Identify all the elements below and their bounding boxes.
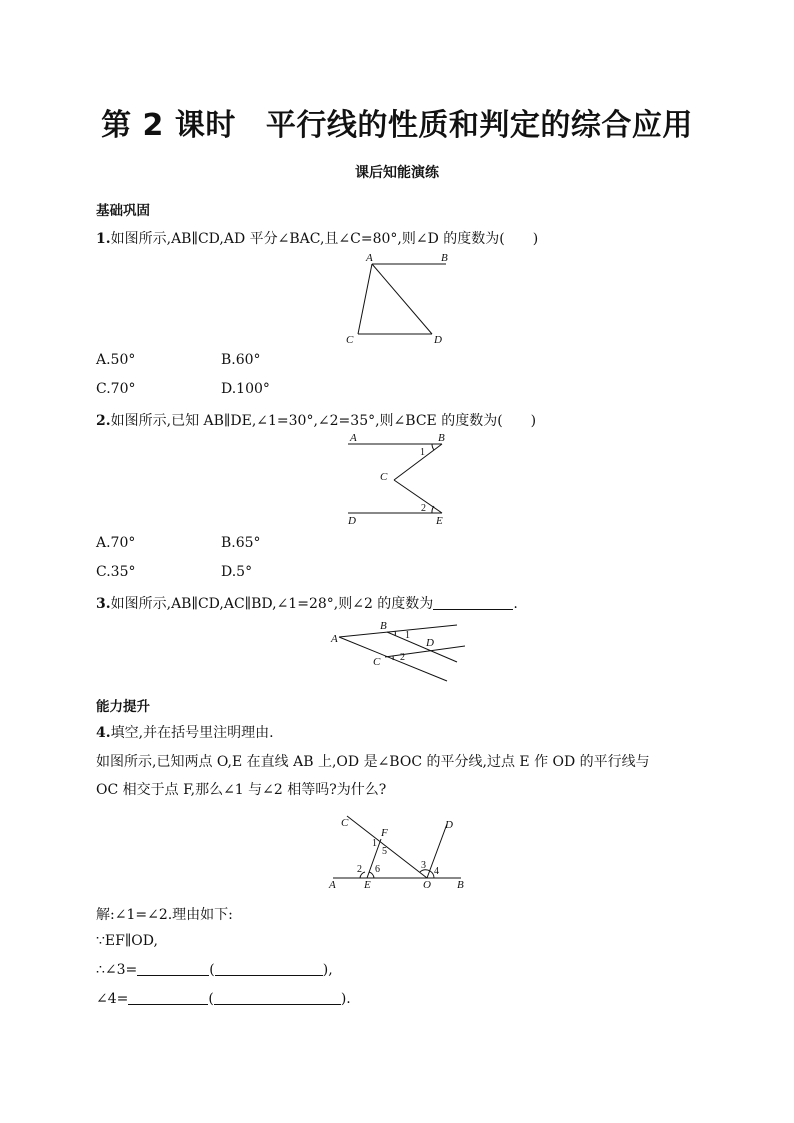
question-4-body-line-2: OC 相交于点 F,那么∠1 与∠2 相等吗?为什么?: [96, 782, 387, 798]
solution-line-4: [96, 990, 351, 1007]
question-number: 1.: [96, 231, 111, 247]
angle-2-arc: [432, 506, 434, 513]
label-a: A: [366, 252, 373, 264]
question-number: 4.: [96, 725, 111, 741]
angle-5-label: 5: [382, 846, 387, 857]
label-c: C: [346, 334, 354, 346]
line-ab: [339, 625, 457, 637]
segment-bc: [394, 444, 442, 480]
q2-figure: [340, 428, 460, 530]
angle-2-label: 2: [400, 652, 405, 663]
q2-option-d: D.5°: [221, 564, 253, 580]
label-o: O: [423, 879, 431, 891]
angle-1-label: 1: [420, 447, 425, 458]
solution-angle-3: ∴∠3=: [96, 962, 138, 978]
label-c: C: [341, 817, 349, 829]
question-end: .: [513, 596, 518, 612]
q1-option-a: A.50°: [96, 352, 136, 368]
question-text: 如图所示,AB∥CD,AD 平分∠BAC,且∠C=80°,则∠D 的度数为( ): [110, 231, 539, 247]
angle-6-arc: [369, 872, 374, 878]
question-text: 如图所示,AB∥CD,AC∥BD,∠1=28°,则∠2 的度数为: [110, 596, 434, 612]
open-paren: (: [208, 991, 214, 1007]
label-b: B: [438, 432, 445, 444]
label-d: D: [348, 515, 356, 527]
question-number: 2.: [96, 413, 111, 429]
answer-blank[interactable]: [433, 595, 513, 610]
solution-line-3: [96, 961, 333, 978]
page-title: [0, 100, 794, 144]
question-3: [96, 593, 518, 613]
label-b: B: [380, 620, 387, 632]
question-number: 3.: [96, 596, 111, 612]
section-basic: 基础巩固: [96, 203, 150, 219]
label-f: F: [381, 827, 388, 839]
label-d: D: [434, 334, 442, 346]
segment-ce: [394, 480, 442, 513]
label-a: A: [329, 879, 336, 891]
question-4: [96, 722, 274, 742]
segment-ac: [358, 264, 372, 334]
label-d: D: [445, 819, 453, 831]
label-a: A: [350, 432, 357, 444]
solution-line-1: 解:∠1=∠2.理由如下:: [96, 907, 233, 923]
question-text: 如图所示,已知 AB∥DE,∠1=30°,∠2=35°,则∠BCE 的度数为( ): [110, 413, 537, 429]
q1-option-c: C.70°: [96, 381, 136, 397]
label-b: B: [457, 879, 464, 891]
label-e: E: [364, 879, 371, 891]
reason-blank-4[interactable]: [214, 990, 341, 1005]
line-cd: [385, 646, 465, 657]
segment-ad: [372, 264, 432, 334]
angle-1-arc: [432, 444, 434, 450]
label-e: E: [436, 515, 443, 527]
q2-option-a: A.70°: [96, 535, 136, 551]
label-d: D: [426, 637, 434, 649]
answer-blank-3[interactable]: [137, 961, 209, 976]
close-paren: ).: [340, 991, 351, 1007]
solution-angle-4: ∠4=: [96, 991, 129, 1007]
angle-1-label: 1: [372, 838, 377, 849]
label-c: C: [380, 471, 388, 483]
q1-option-d: D.100°: [221, 381, 270, 397]
answer-blank-4[interactable]: [128, 990, 208, 1005]
question-1: [96, 228, 538, 248]
label-c: C: [373, 656, 381, 668]
angle-6-label: 6: [375, 864, 380, 875]
q1-figure: [340, 248, 460, 346]
q3-figure: [325, 615, 465, 685]
question-text: 填空,并在括号里注明理由.: [110, 725, 274, 741]
section-advanced: 能力提升: [96, 699, 150, 715]
line-bd: [387, 632, 457, 662]
q4-figure: [325, 808, 470, 893]
label-a: A: [331, 633, 338, 645]
angle-2-label: 2: [357, 864, 362, 875]
reason-blank-3[interactable]: [215, 961, 323, 976]
question-4-body-line-1: 如图所示,已知两点 O,E 在直线 AB 上,OD 是∠BOC 的平分线,过点 E 作 OD 的平行线与: [96, 754, 650, 770]
title-lesson: 第 2 课时: [101, 108, 236, 143]
page-subtitle: 课后知能演练: [355, 165, 439, 181]
solution-line-2: ∵EF∥OD,: [96, 933, 158, 949]
angle-1-label: 1: [405, 630, 410, 641]
q1-option-b: B.60°: [221, 352, 261, 368]
q2-option-b: B.65°: [221, 535, 261, 551]
label-b: B: [441, 252, 448, 264]
angle-4-label: 4: [434, 866, 439, 877]
angle-2-label: 2: [421, 503, 426, 514]
angle-3-label: 3: [421, 860, 426, 871]
question-2: [96, 410, 536, 430]
title-topic: 平行线的性质和判定的综合应用: [265, 108, 693, 143]
open-paren: (: [209, 962, 215, 978]
q2-option-c: C.35°: [96, 564, 136, 580]
close-paren: ),: [322, 962, 333, 978]
